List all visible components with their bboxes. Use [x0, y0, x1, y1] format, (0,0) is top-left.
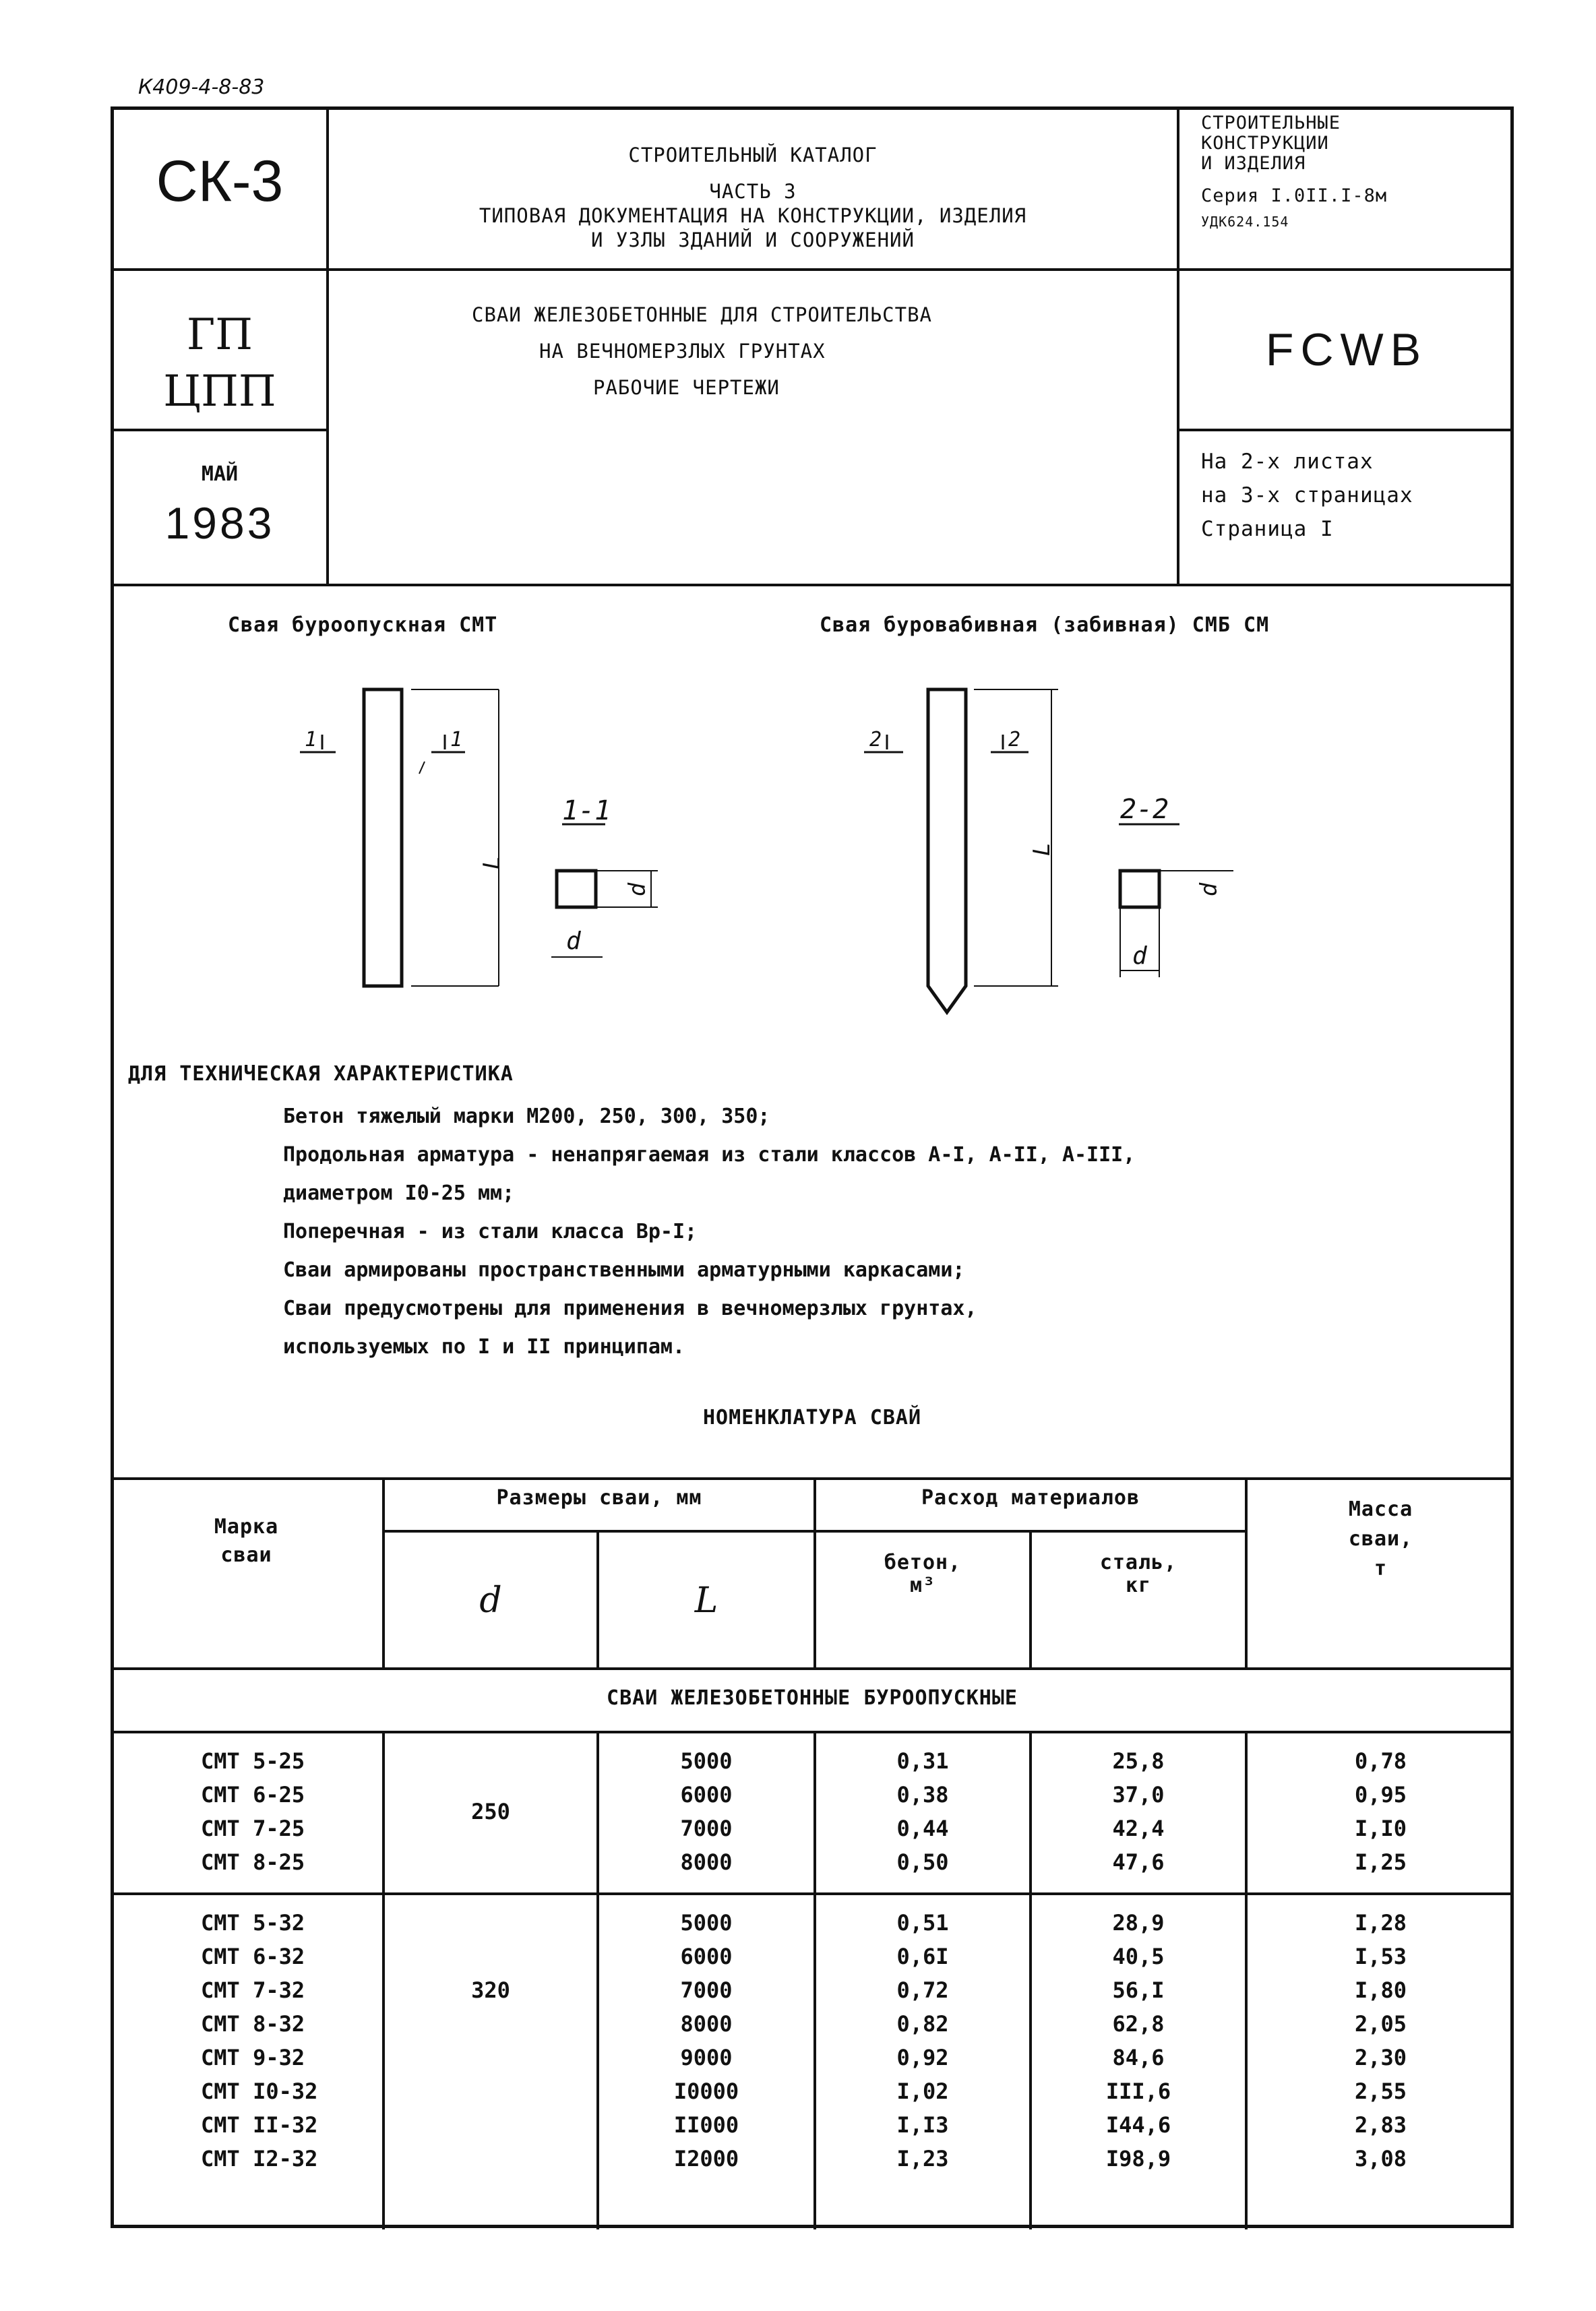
index-code: FCWB	[1265, 324, 1428, 375]
section-label: СТРОИТЕЛЬНЫЕ КОНСТРУКЦИИ И ИЗДЕЛИЯ Серия I.0II.I-8м УДК624.154	[1201, 113, 1388, 230]
table-cell-mark: СМТ 8-32	[201, 2011, 305, 2037]
right-section-mark-a: 2	[869, 728, 882, 751]
left-section-mark-b: 1	[450, 728, 463, 751]
tech-line: Сваи армированы пространственными арматурными каркасами;	[283, 1258, 965, 1282]
table-cell-mark: СМТ 5-32	[201, 1910, 305, 1936]
group2-d: 320	[471, 1977, 510, 2003]
left-dim-L: L	[479, 855, 506, 870]
table-cell-mark: СМТ II-32	[201, 2112, 318, 2138]
nomenclature-title: НОМЕНКЛАТУРА СВАЙ	[702, 1406, 922, 1429]
leader-tick	[419, 762, 425, 774]
group-title: СВАИ ЖЕЛЕЗОБЕТОННЫЕ БУРООПУСКНЫЕ	[607, 1686, 1018, 1710]
publisher: ГП ЦПП	[163, 310, 276, 417]
right-dim-L: L	[1029, 842, 1056, 857]
tech-description	[283, 1097, 1496, 1366]
left-section-mark-a: 1	[305, 728, 317, 751]
header-mark: Марка сваи	[214, 1515, 279, 1567]
pile-drawings	[0, 0, 1596, 1078]
left-dim-d-vertical: d	[624, 882, 652, 897]
tech-line: Сваи предусмотрены для применения в вечномерзлых грунтах,	[283, 1297, 977, 1320]
right-section-label: 2-2	[1120, 794, 1169, 825]
group2-mass: I,28 I,53 I,80 2,05 2,30 2,55 2,83 3,08	[1354, 1910, 1407, 2171]
group1-marks	[201, 1744, 305, 1879]
tech-line: Продольная арматура - ненапрягаемая из стали классов А-I, А-II, А-III,	[283, 1143, 1136, 1167]
document-title: СВАИ ЖЕЛЕЗОБЕТОННЫЕ ДЛЯ СТРОИТЕЛЬСТВА НА ВЕЧНОМЕРЗЛЫХ ГРУНТАХ РАБОЧИЕ ЧЕРТЕЖИ	[472, 303, 933, 399]
header-L: L	[694, 1580, 718, 1621]
header-steel: сталь, кг	[1099, 1551, 1177, 1597]
group1-mass: 0,78 0,95 I,I0 I,25	[1354, 1748, 1407, 1875]
table-cell-mark: СМТ 8-25	[201, 1849, 305, 1875]
header-mass: Масса сваи, т	[1348, 1498, 1413, 1580]
table-cell-mark: СМТ 6-25	[201, 1782, 305, 1808]
right-dim-d-vertical: d	[1196, 882, 1223, 897]
tech-line: диаметром I0-25 мм;	[283, 1181, 515, 1205]
sheets-info: На 2-х листах на 3-х страницах Страница I	[1201, 450, 1413, 541]
right-dim-d: d	[1132, 942, 1147, 970]
document-code-note: К409-4-8-83	[138, 75, 265, 99]
table-v4-head	[1029, 1530, 1032, 1669]
group2-L: 5000 6000 7000 8000 9000 I0000 II000 I2000	[673, 1910, 739, 2171]
section-2-square	[1120, 871, 1159, 907]
table-header-bottom	[111, 1667, 1514, 1670]
catalog-code: СК-3	[156, 149, 284, 214]
left-dim-d: d	[566, 927, 581, 955]
group2-concrete: 0,51 0,6I 0,72 0,82 0,92 I,02 I,I3 I,23	[896, 1910, 949, 2171]
caption-driven-pile: Свая буровабивная (забивная) СМБ СМ	[820, 613, 1270, 637]
caption-drilled-pile: Свая бурoопускная СМТ	[228, 613, 498, 637]
header-d: d	[479, 1580, 502, 1621]
header-materials: Расход материалов	[921, 1486, 1140, 1510]
header-dimensions: Размеры сваи, мм	[496, 1486, 702, 1510]
drilled-pile-outline	[364, 689, 402, 986]
left-section-label: 1-1	[562, 795, 611, 826]
section-1-square	[557, 871, 596, 907]
tech-line: Поперечная - из стали класса Вр-I;	[283, 1220, 698, 1243]
group1-steel: 25,8 37,0 42,4 47,6	[1112, 1748, 1165, 1875]
table-group-divider	[111, 1892, 1514, 1895]
table-top-line	[111, 1477, 1514, 1480]
group2-marks	[201, 1906, 317, 2176]
table-cell-mark: СМТ 7-32	[201, 1977, 305, 2003]
group1-d: 250	[471, 1799, 510, 1824]
group1-concrete: 0,31 0,38 0,44 0,50	[896, 1748, 949, 1875]
table-cell-mark: СМТ 9-32	[201, 2045, 305, 2070]
table-cell-mark: СМТ 5-25	[201, 1748, 305, 1774]
release-year: 1983	[164, 498, 275, 548]
table-cell-mark: СМТ 6-32	[201, 1944, 305, 1969]
table-cell-mark: СМТ 7-25	[201, 1816, 305, 1841]
catalog-heading: СТРОИТЕЛЬНЫЙ КАТАЛОГ ЧАСТЬ 3 ТИПОВАЯ ДОКУМЕНТАЦИЯ НА КОНСТРУКЦИИ, ИЗДЕЛИЯ И УЗЛЫ ЗДАНИЙ И СООРУЖЕНИЙ	[479, 144, 1027, 251]
driven-pile-outline	[928, 689, 966, 1012]
group2-steel: 28,9 40,5 56,I 62,8 84,6 III,6 I44,6 I98,9	[1105, 1910, 1171, 2171]
table-group-title-bottom	[111, 1731, 1514, 1733]
tech-line: используемых по I и II принципам.	[283, 1335, 685, 1359]
tech-line: Бетон тяжелый марки М200, 250, 300, 350;	[283, 1105, 770, 1128]
group1-L: 5000 6000 7000 8000	[680, 1748, 733, 1875]
right-section-mark-b: 2	[1008, 728, 1021, 751]
table-cell-mark: СМТ I0-32	[201, 2078, 318, 2104]
release-month: МАЙ	[201, 462, 239, 486]
header-concrete: бетон, м³	[884, 1551, 962, 1597]
table-cell-mark: СМТ I2-32	[201, 2146, 318, 2171]
tech-heading: ДЛЯ ТЕХНИЧЕСКАЯ ХАРАКТЕРИСТИКА	[128, 1062, 514, 1086]
